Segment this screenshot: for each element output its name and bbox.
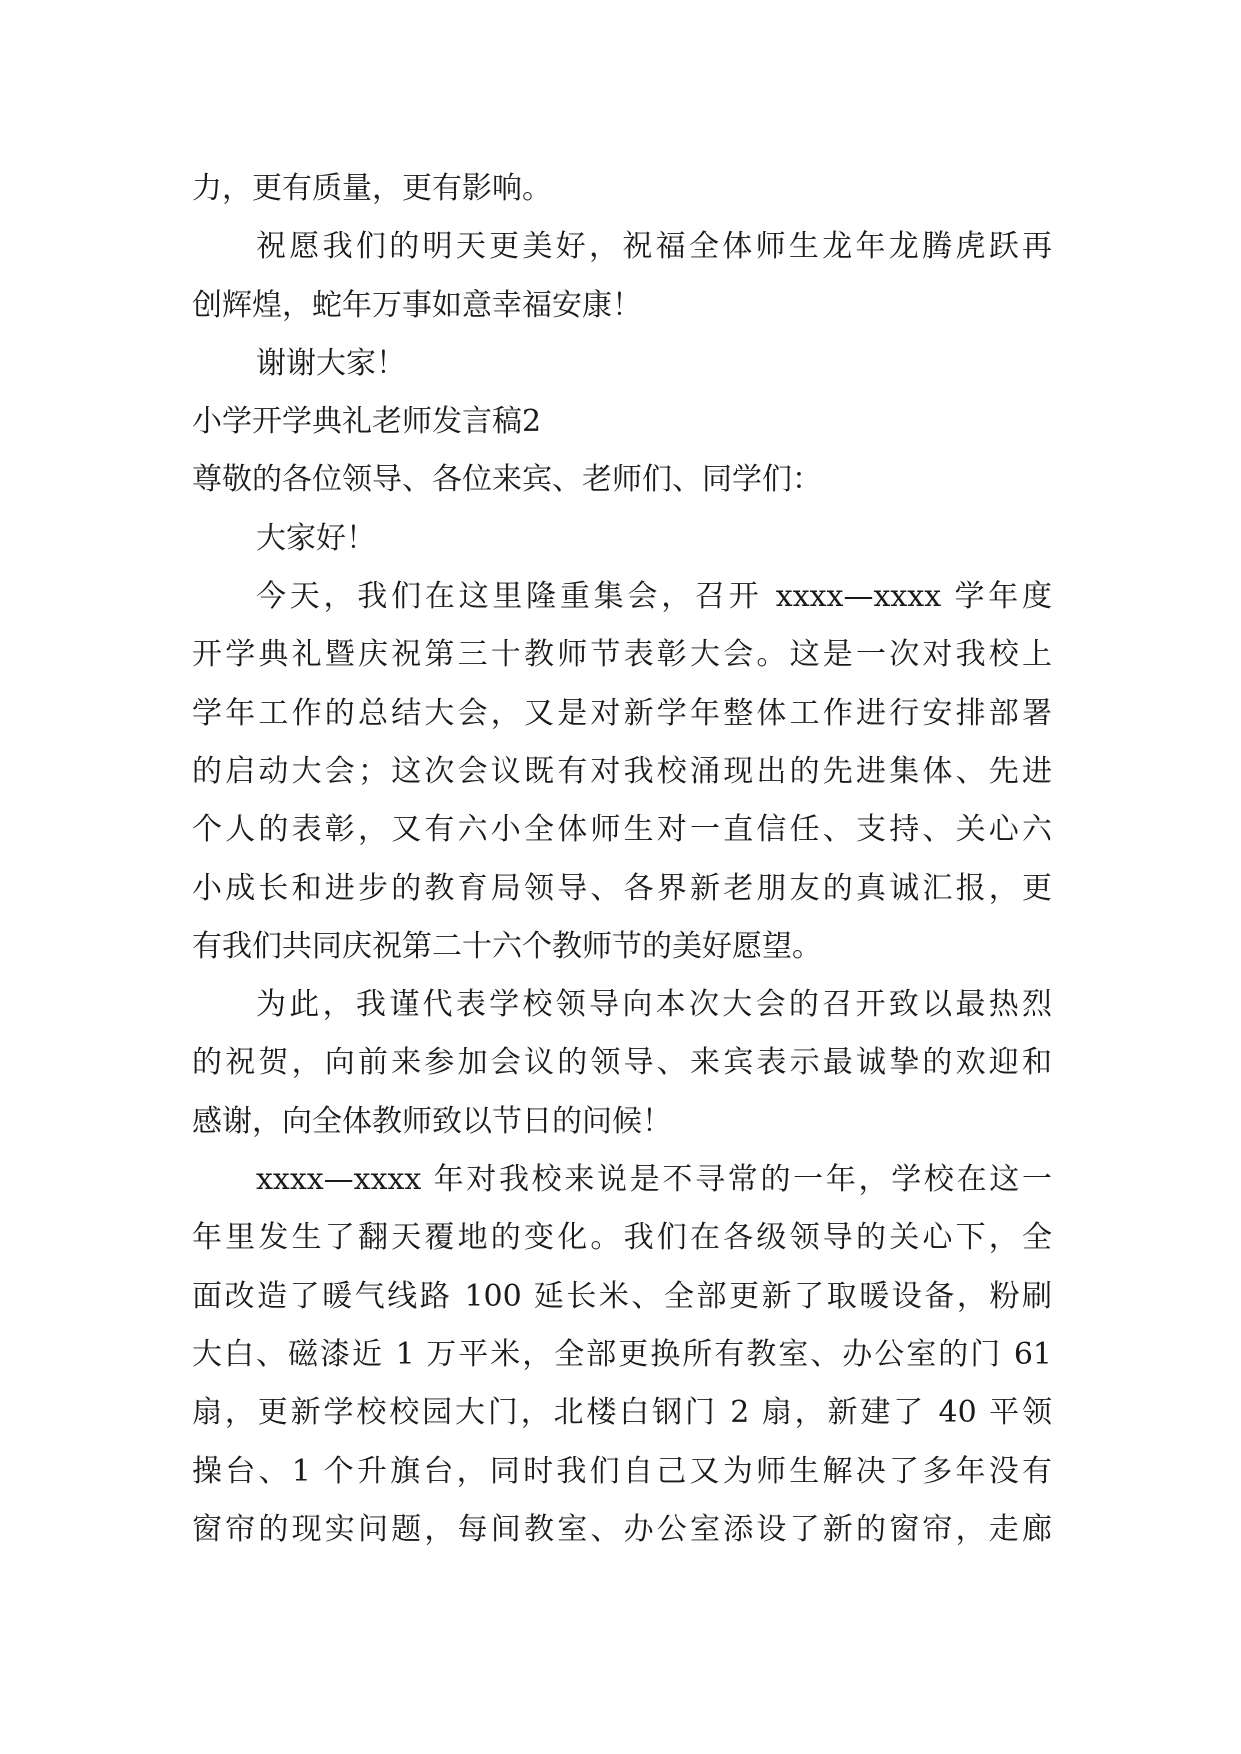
text-line: 感谢，向全体教师致以节日的问候！ xyxy=(192,1103,672,1139)
text-line: 学年工作的总结大会，又是对新学年整体工作进行安排部署 xyxy=(192,695,1052,731)
text-line: 祝愿我们的明天更美好，祝福全体师生龙年龙腾虎跃再 xyxy=(256,229,1052,265)
document-page xyxy=(192,160,1052,1559)
text-line: 力，更有质量，更有影响。 xyxy=(192,171,552,206)
text-line: 谢谢大家！ xyxy=(256,345,406,381)
text-line: 有我们共同庆祝第二十六个教师节的美好愿望。 xyxy=(192,928,822,964)
text-line: 的祝贺，向前来参加会议的领导、来宾表示最诚挚的欢迎和 xyxy=(192,1045,1052,1081)
text-line: 个人的表彰，又有六小全体师生对一直信任、支持、关心六 xyxy=(192,812,1052,848)
text-line: 今天，我们在这里隆重集会，召开 xxxx—xxxx 学年度 xyxy=(256,579,1052,615)
text-line: 年里发生了翻天覆地的变化。我们在各级领导的关心下，全 xyxy=(192,1220,1052,1256)
text-line: 小成长和进步的教育局领导、各界新老朋友的真诚汇报，更 xyxy=(192,870,1052,906)
text-line: 扇，更新学校校园大门，北楼白钢门 2 扇，新建了 40 平领 xyxy=(192,1395,1052,1431)
text-line: 为此，我谨代表学校领导向本次大会的召开致以最热烈 xyxy=(256,987,1052,1023)
text-line: 大白、磁漆近 1 万平米，全部更换所有教室、办公室的门 61 xyxy=(192,1336,1052,1372)
text-line: 操台、1 个升旗台，同时我们自己又为师生解决了多年没有 xyxy=(192,1453,1052,1489)
text-line: 的启动大会；这次会议既有对我校涌现出的先进集体、先进 xyxy=(192,753,1052,789)
section-heading: 小学开学典礼老师发言稿2 xyxy=(192,404,542,440)
text-line: 开学典礼暨庆祝第三十教师节表彰大会。这是一次对我校上 xyxy=(192,637,1052,673)
text-line: 面改造了暖气线路 100 延长米、全部更新了取暖设备，粉刷 xyxy=(192,1278,1052,1314)
text-line: xxxx—xxxx 年对我校来说是不寻常的一年，学校在这一 xyxy=(256,1162,1052,1198)
salutation: 尊敬的各位领导、各位来宾、老师们、同学们： xyxy=(192,462,822,498)
text-line: 窗帘的现实问题，每间教室、办公室添设了新的窗帘，走廊 xyxy=(192,1511,1052,1547)
text-line: 创辉煌，蛇年万事如意幸福安康！ xyxy=(192,287,642,323)
greeting: 大家好！ xyxy=(256,520,376,556)
